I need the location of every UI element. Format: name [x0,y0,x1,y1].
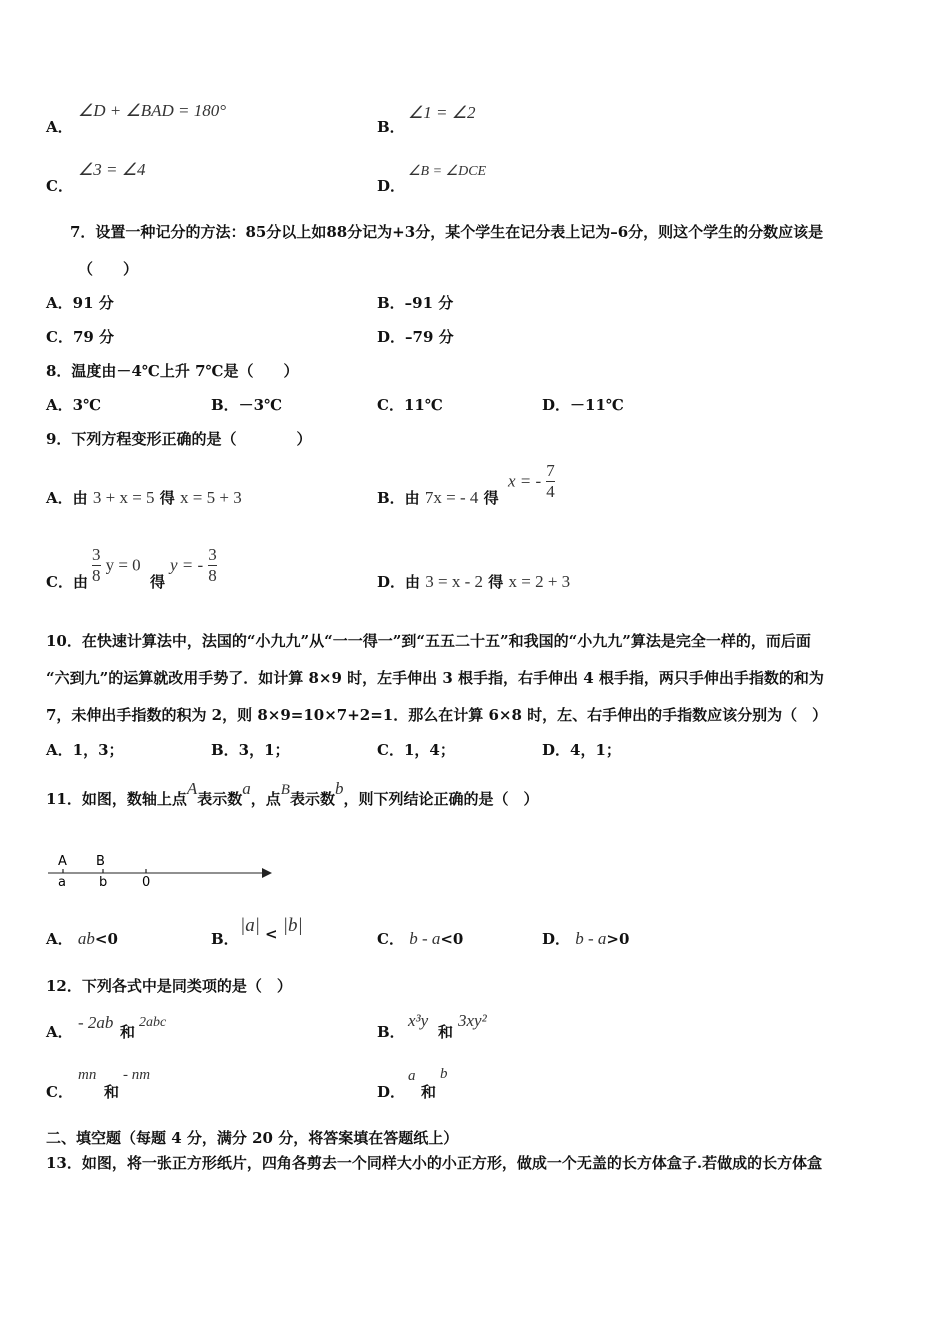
label-value-b: b [99,875,108,890]
q6-option-d-expr: ∠B = ∠DCE [408,164,487,179]
q12-stem: 12．下列各式中是同类项的是（ ） [46,977,292,995]
q8-option-b: B．－3℃ [211,396,283,414]
q9-c-eq1-tail: y = 0 [105,555,141,575]
q11-option-b [211,928,239,949]
section2-title: 二、填空题（每题 4 分，满分 20 分，将答案填在答题纸上） [46,1129,459,1147]
q11-b-expr2: |b| [282,915,303,936]
q12-b-e2: 3xy² [458,1011,487,1030]
q10-option-c: C．1，4； [377,741,455,759]
q11-p4: 表示数 [289,790,335,808]
q11-stem [46,779,539,809]
q9-stem: 9．下列方程变形正确的是（ ） [46,430,312,448]
q11-p1: 11．如图，数轴上点 [46,790,187,808]
q7-option-d: D．–79 分 [377,328,454,346]
q6-option-c-label: C． [46,177,73,195]
label-zero: 0 [142,875,151,890]
q10-stem-line2: “六到九”的运算就改用手势了．如计算 8×9 时，左手伸出 3 根手指，右手伸出 4 根手指，两只手伸出手指数的和为 [46,669,824,687]
q9-c-den2: 8 [208,566,217,585]
q9-b-result [508,461,555,502]
q9-b-label: B．由 [377,489,420,507]
q8-option-c: C．11℃ [377,396,443,414]
q9-c-num1: 3 [92,545,101,564]
q7-option-a: A．91 分 [46,294,114,312]
q11-option-c [377,928,463,949]
q11-d-expr: b - a [575,929,607,948]
q7-option-c: C．79 分 [46,328,115,346]
q12-c-and: 和 [104,1083,120,1101]
q12-d-e2: b [440,1066,448,1082]
label-value-a: a [58,875,66,890]
q9-c-num2: 3 [208,545,217,564]
q6-option-c-expr: ∠3 = ∠4 [78,160,146,179]
q11-b-label: B． [211,930,239,948]
q9-b-num: 7 [546,461,555,480]
q9-c-fraction1 [92,545,101,586]
q9-d-label: D．由 [377,573,421,591]
q11-c-rel: <0 [440,930,464,948]
q9-b-mid: 得 [483,489,499,507]
q11-p2: 表示数 [197,790,243,808]
q10-option-d: D．4，1； [542,741,621,759]
q9-b-fraction [546,461,555,502]
q7-option-b: B．–91 分 [377,294,454,312]
q9-c-expr [92,545,141,586]
q12-option-b-label: B． [377,1023,405,1041]
q11-var-a: a [242,779,251,798]
q12-d-e1: a [408,1068,416,1084]
q12-b-e1: x³y [408,1011,429,1030]
q9-a-mid: 得 [159,489,175,507]
label-point-a: A [58,854,67,869]
q7-stem-line2: （ ） [78,260,139,278]
q12-option-c-label: C． [46,1083,73,1101]
label-point-b: B [96,854,105,869]
q9-d-mid: 得 [488,573,504,591]
q11-d-label: D． [542,930,571,948]
q11-a-rel: <0 [94,930,118,948]
q9-b-eq2-prefix: x = - [508,471,542,491]
q11-b-expr1: |a| [240,915,260,936]
q11-var-b: b [334,779,344,798]
q11-b-expr [240,915,303,943]
q7-stem-line1: 7．设置一种记分的方法：85分以上如88分记为+3分，某个学生在记分表上记为–6分，则这个学生的分数应该是 [70,223,824,241]
q10-stem-line3: 7，未伸出手指数的积为 2，则 8×9=10×7+2=1．那么在计算 6×8 时，左、右手伸出的手指数应该分别为（ ） [46,706,828,724]
q9-option-d [377,571,570,592]
q9-option-c-label: C．由 [46,573,88,591]
q9-option-a [46,487,242,508]
q12-d-and: 和 [421,1083,437,1101]
q11-c-expr: b - a [409,929,441,948]
q9-a-eq1: 3 + x = 5 [92,488,155,507]
q13-stem-line1: 13．如图，将一张正方形纸片，四角各剪去一个同样大小的小正方形，做成一个无盖的长方体盒子.若做成的长方体盒 [46,1154,823,1172]
q8-option-a: A．3℃ [46,396,102,414]
q6-option-d-label: D． [377,177,406,195]
q9-c-den1: 8 [92,566,101,585]
q11-a-label: A． [46,930,73,948]
q11-point-b: B [280,782,290,798]
q12-a-e2: 2abc [139,1015,167,1030]
q12-b-and: 和 [438,1023,454,1041]
q9-d-eq2: x = 2 + 3 [508,572,571,591]
number-line-figure [40,848,280,890]
q12-a-e1: - 2ab [78,1013,114,1032]
q11-b-rel: < [265,925,278,943]
q11-a-expr: ab [77,929,95,948]
q10-stem-line1: 10．在快速计算法中，法国的“小九九”从“一一得一”到“五五二十五”和我国的“小九九”算法是完全一样的，而后面 [46,632,811,650]
q8-stem: 8．温度由－4℃上升 7℃是（ ） [46,362,299,380]
q12-c-e1: mn [78,1067,97,1083]
q9-option-b [377,487,499,508]
q8-option-d: D．－11℃ [542,396,624,414]
q9-d-eq1: 3 = x - 2 [425,572,483,591]
number-line-arrow [262,868,272,878]
q12-option-d-label: D． [377,1083,406,1101]
q11-option-d [542,928,629,949]
q12-c-e2: - nm [123,1067,151,1083]
q6-option-a-expr: ∠D + ∠BAD = 180° [78,101,227,120]
q12-option-a-label: A． [46,1023,73,1041]
q9-b-den: 4 [546,482,555,501]
q11-d-rel: >0 [606,930,630,948]
q9-b-eq1: 7x = - 4 [424,488,479,507]
q9-c-mid: 得 [150,573,166,591]
q12-a-and: 和 [120,1023,136,1041]
q11-c-label: C． [377,930,404,948]
q9-c-result [170,545,217,586]
q11-p3: ，点 [250,790,281,808]
q6-option-b-expr: ∠1 = ∠2 [408,103,476,122]
q11-p5: ，则下列结论正确的是（ ） [343,790,539,808]
q6-option-a-label: A． [46,118,73,136]
q9-c-eq2-prefix: y = - [170,555,204,575]
q9-a-label: A．由 [46,489,88,507]
q10-option-a: A．1，3； [46,741,124,759]
q6-option-b-label: B． [377,118,405,136]
q9-a-eq2: x = 5 + 3 [180,488,242,507]
q11-point-a: A [186,779,198,798]
q11-option-a [46,928,118,949]
q9-c-fraction2 [208,545,217,586]
q10-option-b: B．3，1； [211,741,290,759]
